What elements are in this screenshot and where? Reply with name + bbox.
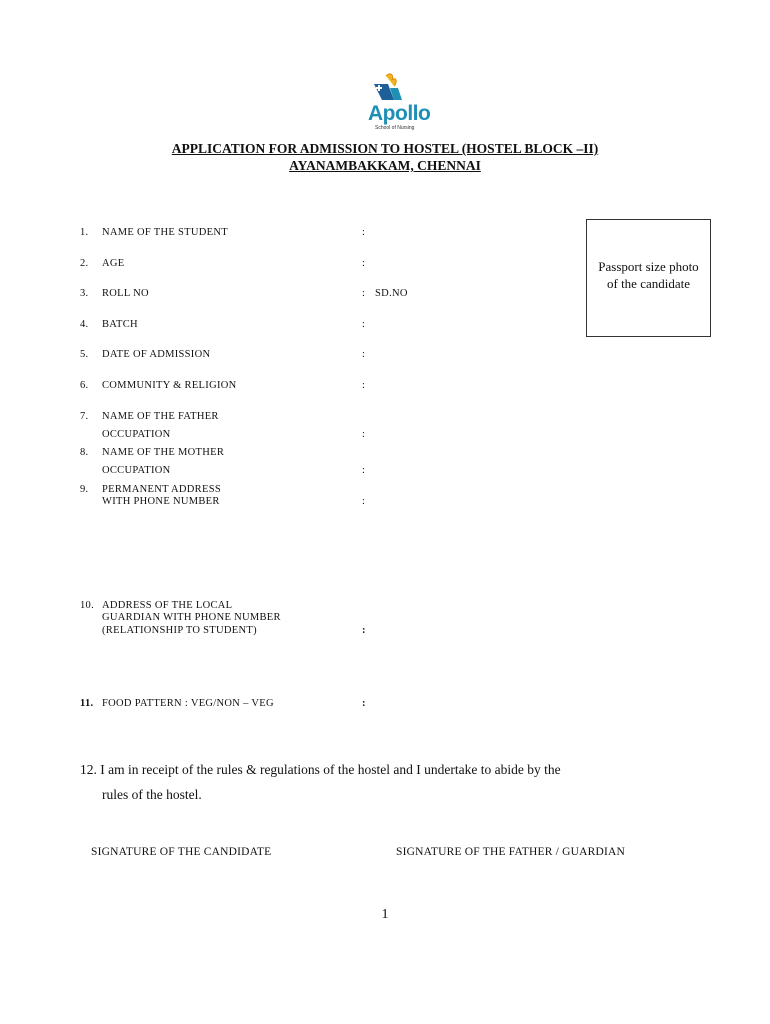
field-number: 5. [80, 349, 89, 360]
field-colon: : [362, 319, 366, 330]
field-number: 1. [80, 227, 89, 238]
candidate-signature-label: SIGNATURE OF THE CANDIDATE [91, 846, 272, 858]
field-colon: : [362, 288, 366, 299]
apollo-emblem-icon [364, 72, 434, 106]
apollo-logo [364, 72, 434, 134]
field-label: FOOD PATTERN : VEG/NON – VEG [102, 698, 274, 709]
field-colon: : [362, 698, 366, 709]
field-label: (RELATIONSHIP TO STUDENT) [102, 625, 257, 636]
field-label: ADDRESS OF THE LOCAL [102, 600, 233, 611]
form-title-line2: AYANAMBAKKAM, CHENNAI [289, 158, 481, 173]
field-number: 7. [80, 411, 89, 422]
field-number: 3. [80, 288, 89, 299]
field-colon: : [362, 625, 366, 636]
field-label: BATCH [102, 319, 138, 330]
field-label: NAME OF THE MOTHER [102, 447, 225, 458]
field-label: NAME OF THE STUDENT [102, 227, 228, 238]
field-label: WITH PHONE NUMBER [102, 496, 220, 507]
field-colon: : [362, 465, 366, 476]
field-number: 4. [80, 319, 89, 330]
page-number: 1 [381, 907, 389, 922]
field-label: ROLL NO [102, 288, 149, 299]
field-number: 6. [80, 380, 89, 391]
field-label: COMMUNITY & RELIGION [102, 380, 237, 391]
field-number: 10. [80, 600, 95, 611]
field-colon: : [362, 496, 366, 507]
guardian-signature-label: SIGNATURE OF THE FATHER / GUARDIAN [396, 846, 626, 858]
field-label: GUARDIAN WITH PHONE NUMBER [102, 612, 281, 623]
declaration-line1: 12. I am in receipt of the rules & regulations of the hostel and I undertake to abide by the [80, 762, 561, 777]
logo-wordmark: Apollo [368, 102, 431, 125]
field-colon: : [362, 380, 366, 391]
field-label: OCCUPATION [102, 429, 171, 440]
field-value[interactable]: SD.NO [375, 288, 408, 299]
logo-subtitle: School of Nursing [375, 125, 415, 131]
field-label: DATE OF ADMISSION [102, 349, 211, 360]
field-number: 8. [80, 447, 89, 458]
field-colon: : [362, 349, 366, 360]
field-label: NAME OF THE FATHER [102, 411, 219, 422]
field-colon: : [362, 429, 366, 440]
declaration-line2: rules of the hostel. [102, 787, 202, 802]
declaration [80, 757, 680, 807]
field-number: 9. [80, 484, 89, 495]
field-number: 11. [80, 698, 94, 709]
field-colon: : [362, 258, 366, 269]
field-colon: : [362, 227, 366, 238]
field-label: OCCUPATION [102, 465, 171, 476]
passport-photo-box [586, 219, 711, 337]
field-label: AGE [102, 258, 125, 269]
field-number: 2. [80, 258, 89, 269]
photo-box-label: Passport size photo of the candidate [598, 259, 699, 291]
field-label: PERMANENT ADDRESS [102, 484, 221, 495]
form-title-line1: APPLICATION FOR ADMISSION TO HOSTEL (HOSTEL BLOCK –II) [171, 141, 599, 156]
